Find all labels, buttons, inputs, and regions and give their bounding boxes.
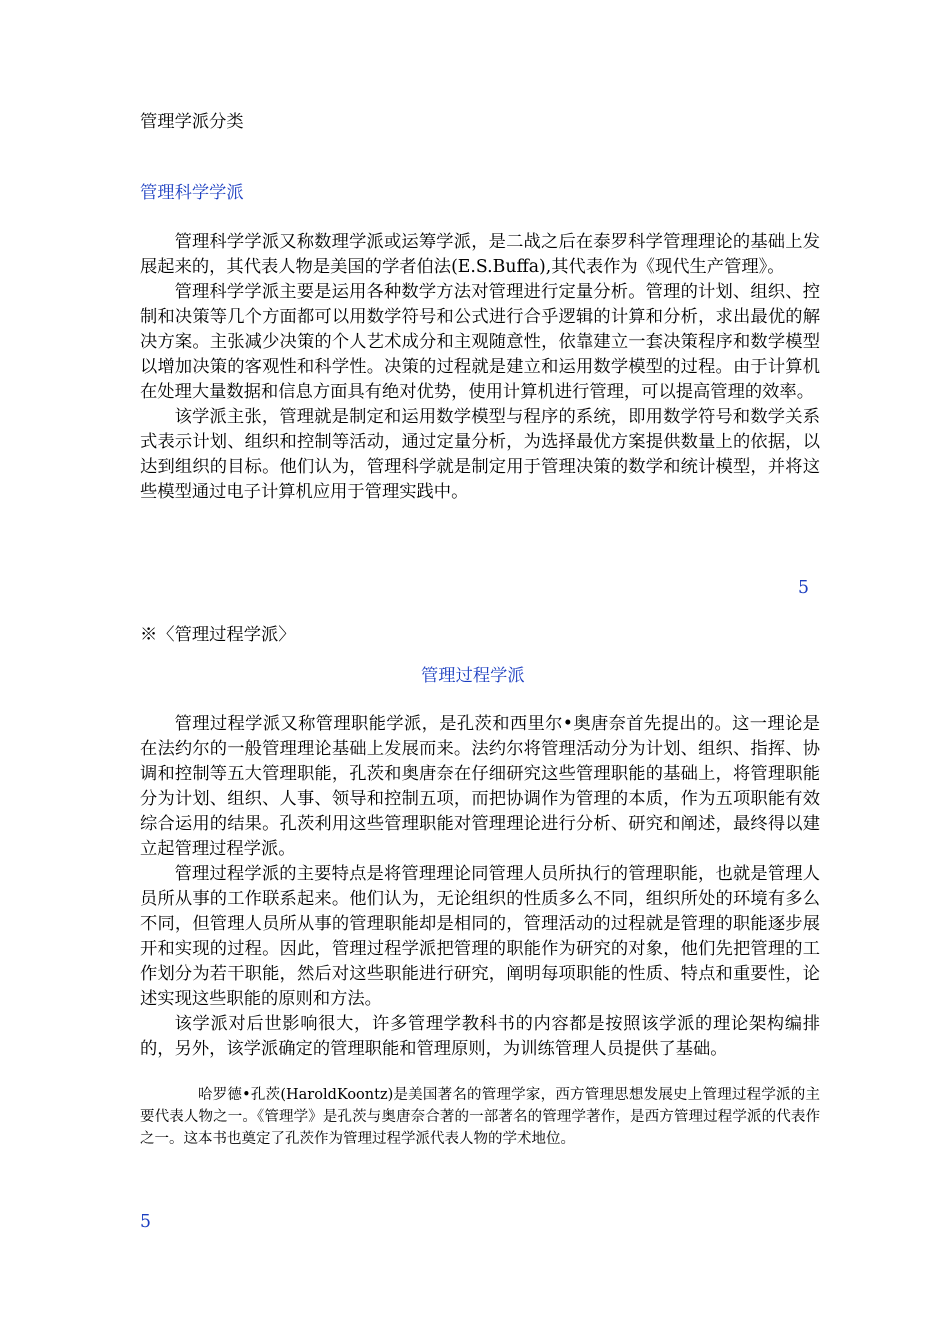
paragraph: 该学派对后世影响很大，许多管理学教科书的内容都是按照该学派的理论架构编排的，另外，该学派确定的管理职能和管理原则，为训练管理人员提供了基础。 — [140, 1014, 820, 1059]
page-number: 5 — [798, 578, 809, 598]
page-number: 5 — [140, 1212, 151, 1232]
section-body-management-process — [140, 712, 820, 1062]
section-body-management-science — [140, 230, 820, 505]
doc-title: 管理学派分类 — [140, 112, 244, 132]
section-heading-management-process: 管理过程学派 — [421, 666, 525, 686]
paragraph: 管理科学学派主要是运用各种数学方法对管理进行定量分析。管理的计划、组织、控制和决策等几个方面都可以用数学符号和公式进行合乎逻辑的计算和分析，求出最优的解决方案。主张减少决策的个人艺术成分和主观随意性，依靠建立一套决策程序和数学模型以增加决策的客观性和科学性。决策的过程就是建立和运用数学模型的过程。由于计算机在处理大量数据和信息方面具有绝对优势，使用计算机进行管理，可以提高管理的效率。 — [140, 282, 820, 402]
paragraph: 管理过程学派的主要特点是将管理理论同管理人员所执行的管理职能，也就是管理人员所从事的工作联系起来。他们认为，无论组织的性质多么不同，组织所处的环境有多么不同，但管理人员所从事的管理职能却是相同的，管理活动的过程就是管理的职能逐步展开和实现的过程。因此，管理过程学派把管理的职能作为研究的对象，他们先把管理的工作划分为若干职能，然后对这些职能进行研究，阐明每项职能的性质、特点和重要性，论述实现这些职能的原则和方法。 — [140, 864, 820, 1009]
footnote-text: 哈罗德•孔茨(HaroldKoontz)是美国著名的管理学家，西方管理思想发展史上管理过程学派的主要代表人物之一。《管理学》是孔茨与奥唐奈合著的一部著名的管理学著作，是西方管理过程学派的代表作之一。这本书也奠定了孔茨作为管理过程学派代表人物的学术地位。 — [140, 1087, 820, 1147]
section-marker: ※〈管理过程学派〉 — [140, 625, 296, 645]
section-heading-management-science: 管理科学学派 — [140, 183, 244, 203]
paragraph: 该学派主张，管理就是制定和运用数学模型与程序的系统，即用数学符号和数学关系式表示计划、组织和控制等活动，通过定量分析，为选择最优方案提供数量上的依据，以达到组织的目标。他们认为，管理科学就是制定用于管理决策的数学和统计模型，并将这些模型通过电子计算机应用于管理实践中。 — [140, 407, 820, 502]
footnote — [140, 1084, 820, 1150]
paragraph: 管理过程学派又称管理职能学派，是孔茨和西里尔•奥唐奈首先提出的。这一理论是在法约尔的一般管理理论基础上发展而来。法约尔将管理活动分为计划、组织、指挥、协调和控制等五大管理职能，孔茨和奥唐奈在仔细研究这些管理职能的基础上，将管理职能分为计划、组织、人事、领导和控制五项，而把协调作为管理的本质，作为五项职能有效综合运用的结果。孔茨利用这些管理职能对管理理论进行分析、研究和阐述，最终得以建立起管理过程学派。 — [140, 714, 820, 859]
paragraph: 管理科学学派又称数理学派或运筹学派，是二战之后在泰罗科学管理理论的基础上发展起来的，其代表人物是美国的学者伯法(E.S.Buffa),其代表作为《现代生产管理》。 — [140, 232, 820, 277]
